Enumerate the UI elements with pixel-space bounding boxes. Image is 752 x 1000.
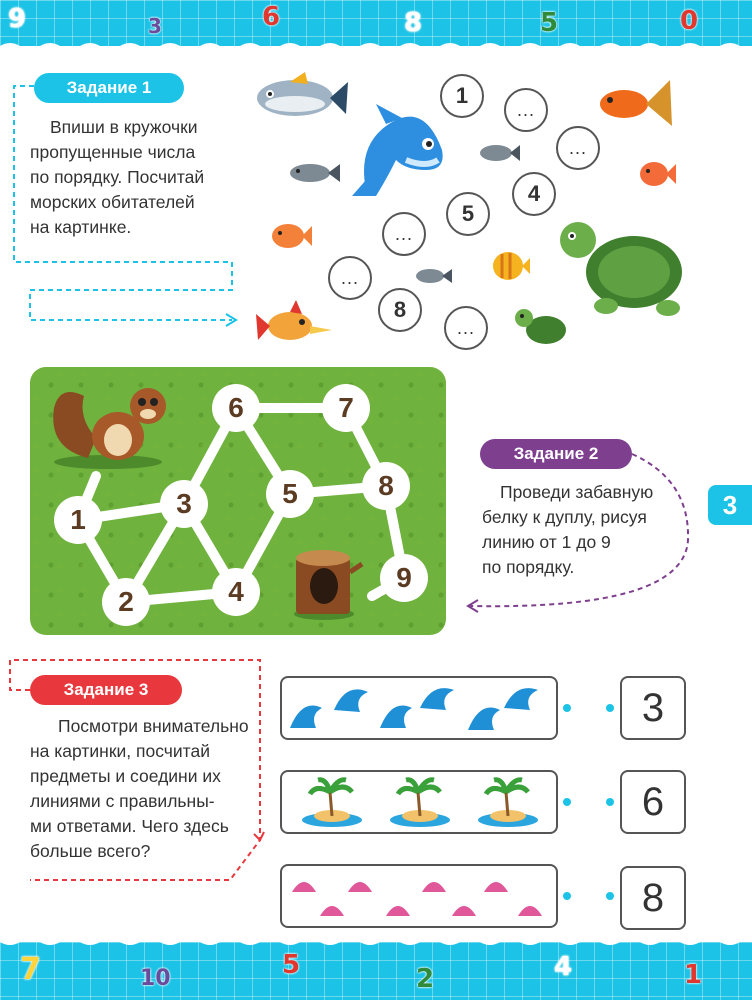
wave-icon [282, 678, 556, 738]
footer-number: 2 [416, 964, 435, 994]
footer-wave-edge [0, 936, 752, 948]
number-circle[interactable]: 5 [446, 192, 490, 236]
task2-label: Задание 2 [480, 439, 632, 469]
answer-box[interactable]: 8 [620, 866, 686, 930]
number-circle[interactable]: 4 [512, 172, 556, 216]
maze-node[interactable]: 2 [102, 578, 150, 626]
connect-dot[interactable] [563, 798, 571, 806]
palm-island-icon [282, 772, 556, 832]
connect-dot[interactable] [606, 892, 614, 900]
maze-node[interactable]: 9 [380, 554, 428, 602]
maze-node[interactable]: 7 [322, 384, 370, 432]
footer-strip [0, 942, 752, 1000]
connect-dot[interactable] [606, 704, 614, 712]
answer-box[interactable]: 6 [620, 770, 686, 834]
maze-node[interactable]: 5 [266, 470, 314, 518]
empty-number-circle[interactable]: ... [556, 126, 600, 170]
page-tab: 3 [708, 485, 752, 525]
footer-number: 1 [684, 960, 703, 990]
maze-node[interactable]: 1 [54, 496, 102, 544]
empty-number-circle[interactable]: ... [444, 306, 488, 350]
header-number: 9 [8, 4, 27, 34]
footer-number: 7 [20, 952, 41, 987]
footer-number: 10 [140, 966, 171, 991]
number-circle[interactable]: 8 [378, 288, 422, 332]
maze-node[interactable]: 8 [362, 462, 410, 510]
task3-label: Задание 3 [30, 675, 182, 705]
shells-picture-box [280, 864, 558, 928]
connect-dot[interactable] [606, 798, 614, 806]
header-number: 0 [680, 6, 699, 36]
maze-node[interactable]: 6 [212, 384, 260, 432]
number-circle[interactable]: 1 [440, 74, 484, 118]
empty-number-circle[interactable]: ... [504, 88, 548, 132]
connect-dot[interactable] [563, 704, 571, 712]
header-number: 8 [404, 8, 423, 38]
maze-node[interactable]: 3 [160, 480, 208, 528]
islands-picture-box [280, 770, 558, 834]
connect-dot[interactable] [563, 892, 571, 900]
empty-number-circle[interactable]: ... [328, 256, 372, 300]
task1-label: Задание 1 [34, 73, 184, 103]
task3-instructions: Посмотри внимательно на картинки, посчитай предметы и соедини их линиями с правильны- ми ответами. Чего здесь больше всего? [30, 716, 249, 861]
header-number: 5 [540, 8, 559, 38]
header-number: 3 [148, 14, 162, 38]
footer-number: 4 [554, 952, 573, 982]
header-number: 6 [262, 2, 281, 32]
shell-icon [282, 866, 556, 926]
task1-instructions: Впиши в кружочки пропущенные числа по порядку. Посчитай морских обитателей на картинке. [30, 117, 205, 237]
answer-box[interactable]: 3 [620, 676, 686, 740]
waves-picture-box [280, 676, 558, 740]
empty-number-circle[interactable]: ... [382, 212, 426, 256]
footer-number: 5 [282, 950, 301, 980]
task2-instructions: Проведи забавную белку к дуплу, рисуя линию от 1 до 9 по порядку. [482, 482, 654, 577]
maze-node[interactable]: 4 [212, 568, 260, 616]
